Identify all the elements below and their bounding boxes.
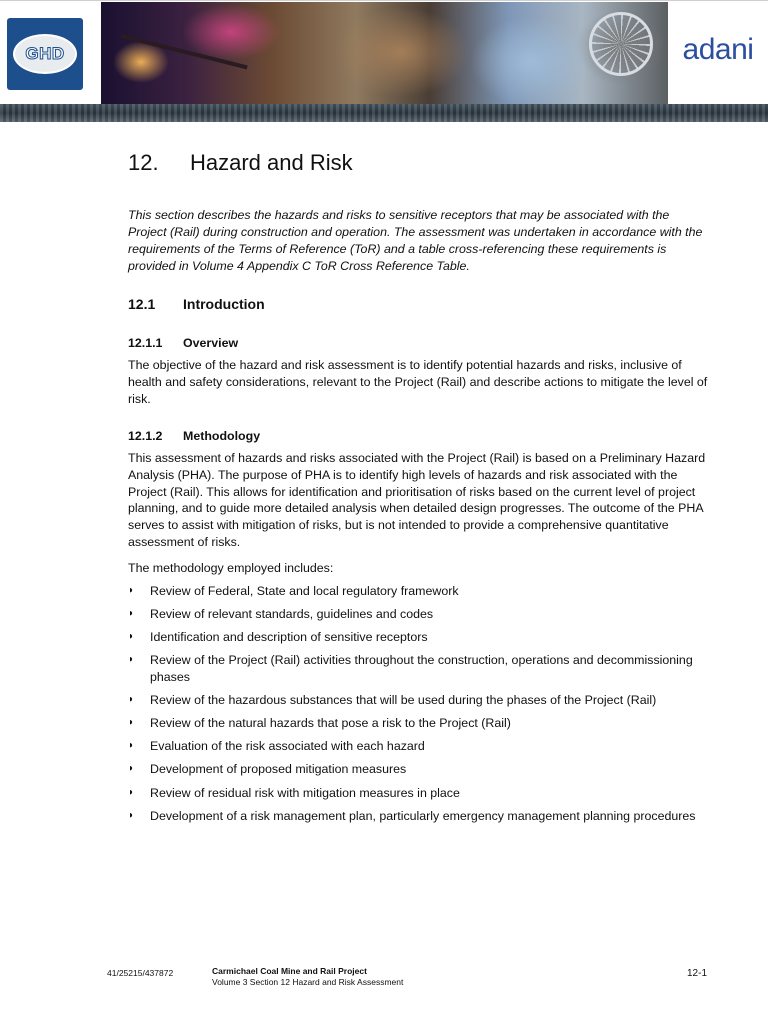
- list-item-text: Evaluation of the risk associated with each hazard: [150, 739, 425, 754]
- list-item: [128, 629, 708, 646]
- list-item-text: Review of the Project (Rail) activities throughout the construction, operations and decommissioning phases: [150, 653, 693, 685]
- adani-logo: [668, 2, 768, 104]
- chapter-title: Hazard and Risk: [190, 150, 353, 175]
- list-item: [128, 583, 708, 600]
- section-number: 12.1: [128, 296, 156, 312]
- methodology-list: [128, 583, 708, 831]
- bullet-icon: ◗: [128, 740, 135, 752]
- list-item-text: Review of residual risk with mitigation measures in place: [150, 785, 460, 800]
- bullet-icon: ◗: [128, 585, 135, 596]
- header-rail-strip: [0, 104, 768, 122]
- page-number: 12-1: [687, 968, 708, 979]
- methodology-paragraph: This assessment of hazards and risks associated with the Project (Rail) is based on a Preliminary Hazard Analysis (PHA). The purpose of PHA is to identify high levels of hazards and risk associated with the Project (Rail). This allows for identification and prioritisation of risks based on the current level of project planning, and to guide more detailed analysis when detailed design progresses. The outcome of the PHA serves to assist with mitigation of risks, but is not intended to provide a comprehensive quantitative assessment of risks.: [128, 451, 706, 549]
- ghd-logo-text: GHD: [25, 44, 65, 63]
- bullet-icon: ◗: [128, 654, 135, 666]
- bullet-icon: ◗: [128, 763, 135, 775]
- list-item-text: Development of proposed mitigation measures: [150, 762, 407, 777]
- ghd-logo-oval: [13, 34, 77, 74]
- methodology-title: Methodology: [183, 429, 261, 443]
- bullet-icon: ◗: [128, 717, 135, 729]
- overview-heading: [128, 336, 238, 350]
- list-item-text: Review of the hazardous substances that will be used during the phases of the Project (Rail): [150, 693, 657, 708]
- bullet-icon: ◗: [128, 786, 135, 798]
- bullet-icon: ◗: [128, 809, 135, 821]
- list-item: [128, 692, 708, 709]
- list-item: [128, 785, 708, 802]
- list-item: [128, 761, 708, 778]
- list-item: [128, 808, 708, 825]
- header-photo-collage: [101, 2, 668, 104]
- ghd-logo-box: [7, 18, 83, 90]
- document-code: 41/25215/437872: [107, 968, 174, 978]
- list-item-text: Development of a risk management plan, particularly emergency management planning procedures: [150, 808, 696, 823]
- chapter-number: 12.: [128, 150, 159, 175]
- section-title: Introduction: [183, 296, 265, 312]
- list-item-text: Review of the natural hazards that pose a risk to the Project (Rail): [150, 716, 511, 731]
- overview-title: Overview: [183, 336, 239, 350]
- chapter-heading: [128, 150, 353, 176]
- overview-paragraph: The objective of the hazard and risk assessment is to identify potential hazards and risks, inclusive of health and safety considerations, relevant to the Project (Rail) and describe actions to mitigate the level of risk.: [128, 358, 708, 406]
- reclaimer-wheel-graphic: [589, 12, 653, 76]
- footer-title-block: [212, 966, 403, 988]
- ghd-logo: [0, 2, 101, 104]
- methodology-number: 12.1.2: [128, 429, 163, 443]
- methodology-lead: The methodology employed includes:: [128, 561, 334, 575]
- methodology-heading: [128, 429, 260, 443]
- intro-paragraph: This section describes the hazards and risks to sensitive receptors that may be associated with the Project (Rail) during construction and operation. The assessment was undertaken in accordance with the requirements of the Terms of Reference (ToR) and a table cross-referencing these requirements is provided in Volume 4 Appendix C ToR Cross Reference Table.: [128, 208, 703, 273]
- list-item-text: Review of relevant standards, guidelines and codes: [150, 607, 434, 622]
- list-item-text: Identification and description of sensitive receptors: [150, 630, 428, 645]
- list-item-text: Review of Federal, State and local regulatory framework: [150, 584, 459, 598]
- adani-logo-text: adani: [682, 33, 754, 66]
- overview-number: 12.1.1: [128, 336, 163, 350]
- list-item: [128, 652, 708, 686]
- list-item: [128, 606, 708, 623]
- conveyor-beam-graphic: [121, 34, 248, 69]
- list-item: [128, 738, 708, 755]
- footer-project-name: Carmichael Coal Mine and Rail Project: [212, 966, 367, 976]
- section-heading: [128, 296, 265, 312]
- header-banner: [0, 0, 768, 106]
- list-item: [128, 715, 708, 732]
- bullet-icon: ◗: [128, 694, 135, 706]
- bullet-icon: ◗: [128, 608, 135, 620]
- footer-subtitle: Volume 3 Section 12 Hazard and Risk Assessment: [212, 977, 404, 987]
- bullet-icon: ◗: [128, 631, 135, 643]
